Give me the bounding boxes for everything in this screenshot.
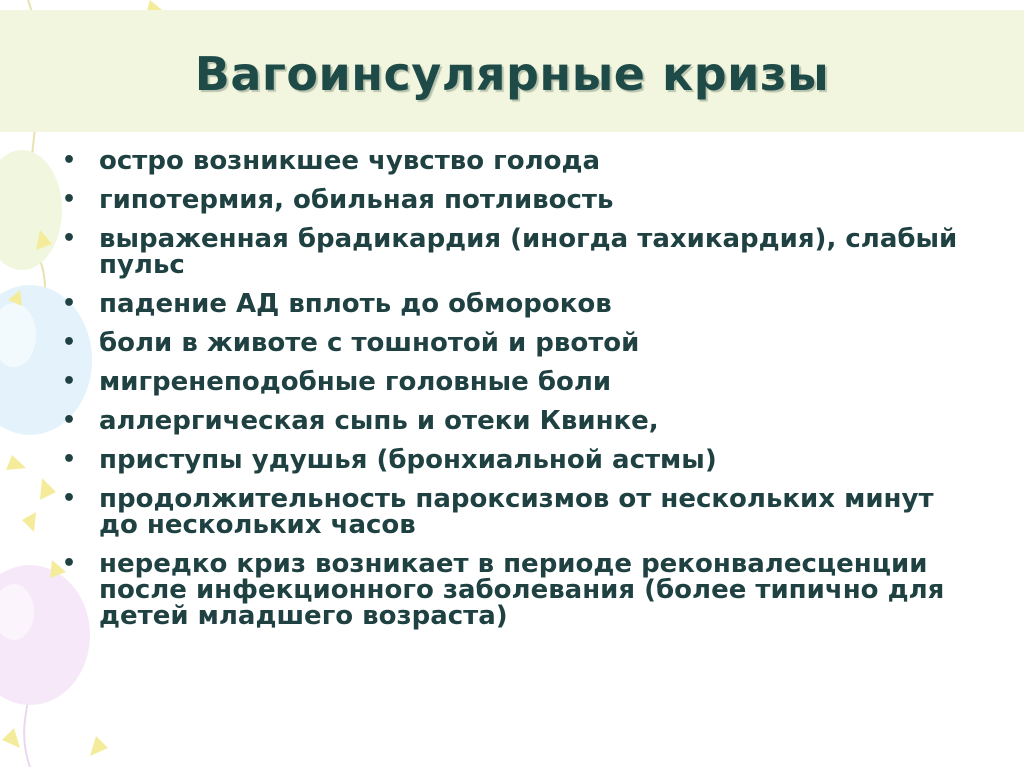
confetti <box>2 728 20 748</box>
bullet-text: приступы удушья (бронхиальной астмы) <box>99 445 717 475</box>
bullet-text: боли в животе с тошнотой и рвотой <box>99 328 640 358</box>
bullet-dot-icon: • <box>62 330 77 355</box>
bullet-dot-icon: • <box>62 551 77 576</box>
slide-title: Вагоинсулярные кризы <box>194 47 830 101</box>
bullet-dot-icon: • <box>62 226 77 251</box>
bullet-text: падение АД вплоть до обмороков <box>99 289 612 319</box>
confetti <box>22 512 36 532</box>
bullet-list <box>62 148 962 642</box>
bullet-text: аллергическая сыпь и отеки Квинке, <box>99 406 659 436</box>
bullet-item <box>62 447 962 473</box>
confetti <box>40 478 56 500</box>
bullet-text: выраженная брадикардия (иногда тахикардия), слабый пульс <box>99 224 958 280</box>
bullet-item <box>62 226 962 278</box>
bullet-text: продолжительность пароксизмов от нескольких минут до нескольких часов <box>99 484 934 540</box>
bullet-item <box>62 187 962 213</box>
bullet-item <box>62 291 962 317</box>
bullet-text: остро возникшее чувство голода <box>99 146 601 176</box>
bullet-dot-icon: • <box>62 486 77 511</box>
balloon-green <box>0 150 62 270</box>
bullet-dot-icon: • <box>62 291 77 316</box>
confetti <box>90 736 108 756</box>
bullet-text: гипотермия, обильная потливость <box>99 185 614 215</box>
confetti <box>6 455 26 470</box>
bullet-dot-icon: • <box>62 187 77 212</box>
bullet-dot-icon: • <box>62 408 77 433</box>
bullet-text: мигренеподобные головные боли <box>99 367 612 397</box>
bullet-item <box>62 369 962 395</box>
bullet-dot-icon: • <box>62 148 77 173</box>
bullet-item <box>62 330 962 356</box>
bullet-dot-icon: • <box>62 369 77 394</box>
bullet-item <box>62 148 962 174</box>
bullet-item <box>62 551 962 629</box>
bullet-item <box>62 408 962 434</box>
bullet-item <box>62 486 962 538</box>
bullet-dot-icon: • <box>62 447 77 472</box>
bullet-text: нередко криз возникает в периоде реконвалесценции после инфекционного заболевания (более типично для детей младшего возраста) <box>99 549 945 631</box>
